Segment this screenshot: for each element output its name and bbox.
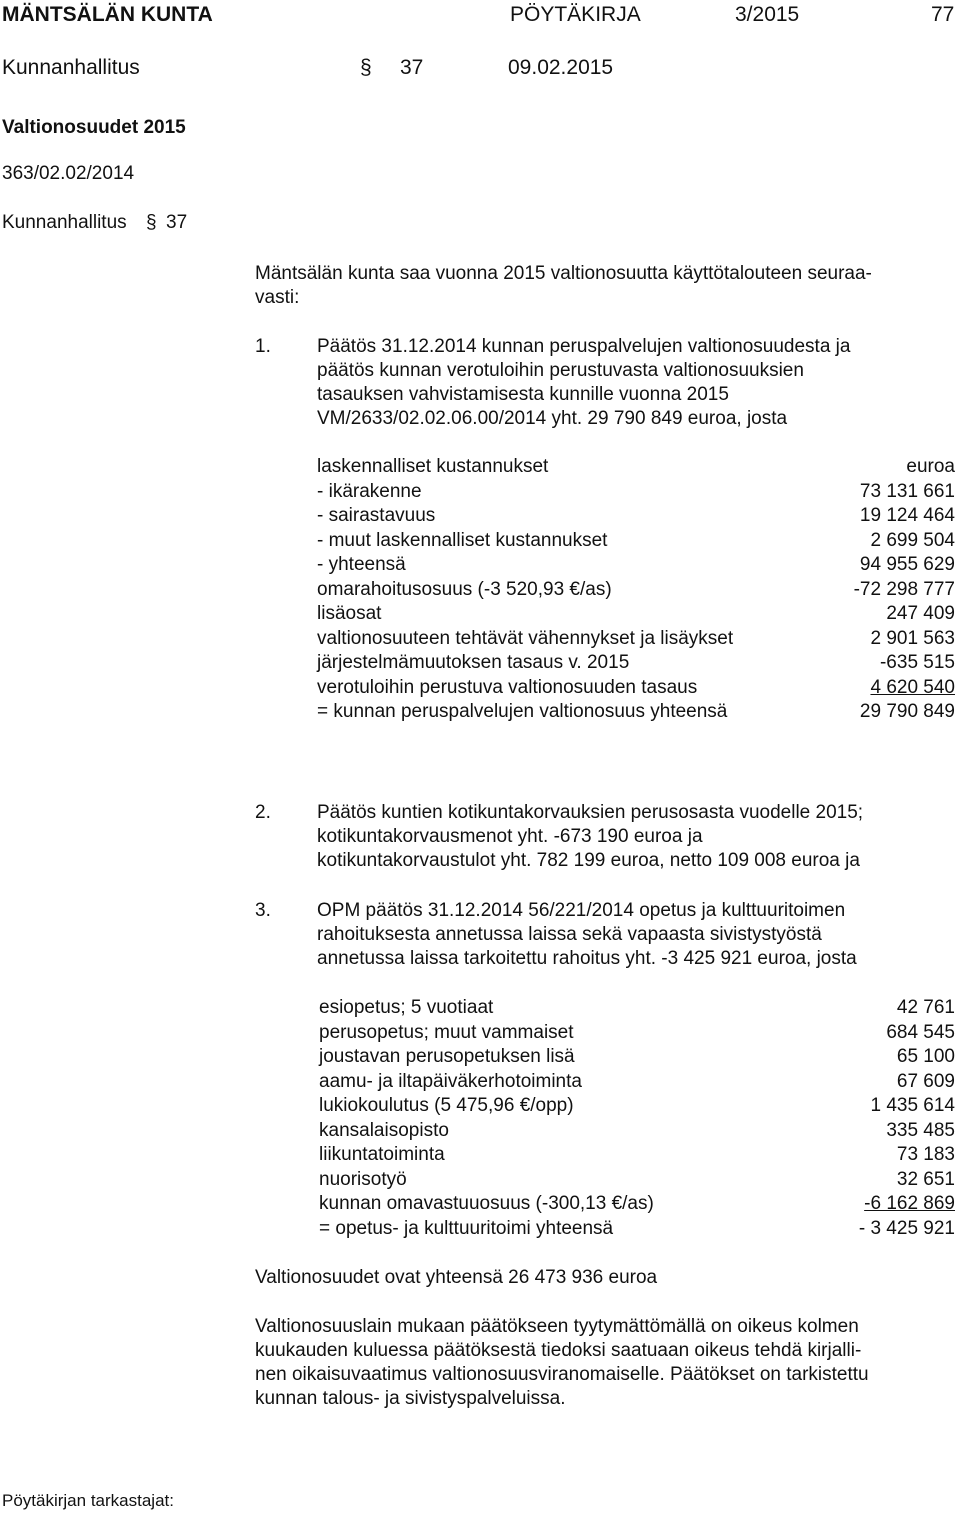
- row-value: 4 620 540: [870, 676, 955, 698]
- row-value: 32 651: [896, 1168, 955, 1190]
- appeal-line: Valtionosuuslain mukaan päätökseen tyytymättömällä on oikeus kolmen: [255, 1316, 859, 1337]
- page-number: 77: [931, 3, 955, 26]
- row-value: 19 124 464: [859, 505, 955, 526]
- row-label: - muut laskennalliset kustannukset: [317, 529, 608, 551]
- header-body: Kunnanhallitus: [2, 56, 140, 79]
- table-row: [317, 700, 955, 725]
- table-row: [319, 1045, 955, 1070]
- item-3-text: [317, 899, 937, 971]
- item-1-text: [317, 335, 937, 431]
- reference-number: 363/02.02/2014: [2, 163, 135, 184]
- row-label: - ikärakenne: [317, 480, 422, 502]
- row-label: omarahoitusosuus (-3 520,93 €/as): [317, 578, 612, 600]
- row-value: 684 545: [886, 1021, 955, 1043]
- row-label: - sairastavuus: [317, 505, 436, 526]
- row-value: 335 485: [886, 1119, 955, 1141]
- table-row: [319, 1143, 955, 1168]
- intro-line: vasti:: [255, 287, 300, 308]
- section-number: 37: [400, 56, 424, 79]
- row-value: 65 100: [896, 1046, 955, 1067]
- appeal-paragraph: [255, 1315, 955, 1411]
- table-row: [319, 1021, 955, 1046]
- table-row: [317, 529, 955, 554]
- peruspalvelut-table: [317, 455, 955, 725]
- row-value: - 3 425 921: [858, 1217, 955, 1239]
- appeal-line: nen oikaisuvaatimus valtionosuusviranomaiselle. Päätökset on tarkistettu: [255, 1364, 869, 1385]
- item-2-number: 2.: [255, 802, 271, 823]
- row-label: kunnan omavastuuosuus (-300,13 €/as): [319, 1193, 654, 1214]
- item-1-line: päätös kunnan verotuloihin perustuvasta valtionosuuksien: [317, 360, 804, 381]
- page-title: Valtionosuudet 2015: [2, 117, 186, 138]
- row-value: 94 955 629: [859, 554, 955, 575]
- row-label: liikuntatoiminta: [319, 1144, 445, 1165]
- table-row: [317, 553, 955, 578]
- opetus-kulttuuri-table: [319, 996, 955, 1241]
- row-value: 42 761: [896, 997, 955, 1018]
- item-2-line: Päätös kuntien kotikuntakorvauksien perusosasta vuodelle 2015;: [317, 802, 864, 823]
- row-label: lisäosat: [317, 603, 382, 624]
- table-row: [317, 504, 955, 529]
- document-number: 3/2015: [735, 3, 800, 26]
- section-mark: §: [360, 56, 372, 79]
- table-row: [317, 627, 955, 652]
- row-value: 73 131 661: [859, 480, 955, 502]
- row-label: = kunnan peruspalvelujen valtionosuus yhteensä: [317, 701, 728, 722]
- row-value: 67 609: [896, 1070, 955, 1092]
- row-label: perusopetus; muut vammaiset: [319, 1021, 574, 1043]
- total-statement: Valtionosuudet ovat yhteensä 26 473 936 euroa: [255, 1267, 658, 1288]
- row-label: aamu- ja iltapäiväkerhotoiminta: [319, 1070, 582, 1092]
- appeal-line: kunnan talous- ja sivistyspalveluissa.: [255, 1388, 566, 1409]
- row-label: = opetus- ja kulttuuritoimi yhteensä: [319, 1217, 614, 1239]
- row-value: 1 435 614: [870, 1095, 955, 1116]
- row-label: järjestelmämuutoksen tasaus v. 2015: [317, 652, 630, 673]
- item-3-number: 3.: [255, 900, 271, 921]
- table-row: [319, 1119, 955, 1144]
- row-value: 2 901 563: [870, 627, 955, 649]
- intro-line: Mäntsälän kunta saa vuonna 2015 valtionosuutta käyttötalouteen seuraa-: [255, 263, 872, 284]
- item-2-line: kotikuntakorvaustulot yht. 782 199 euroa, netto 109 008 euroa ja: [317, 850, 860, 871]
- table-row: [319, 1192, 955, 1217]
- intro-paragraph: [255, 262, 955, 310]
- item-2-text: [317, 801, 937, 873]
- item-1-line: tasauksen vahvistamisesta kunnille vuonna 2015: [317, 384, 729, 405]
- row-label: kansalaisopisto: [319, 1119, 449, 1141]
- meeting-date: 09.02.2015: [508, 56, 614, 79]
- table-row: [317, 480, 955, 505]
- table-row: [317, 602, 955, 627]
- previous-body: Kunnanhallitus: [2, 212, 127, 233]
- item-1-number: 1.: [255, 336, 271, 357]
- row-label: laskennalliset kustannukset: [317, 456, 549, 477]
- table-row: [319, 1217, 955, 1242]
- previous-section-mark: §: [146, 212, 157, 233]
- row-value: 2 699 504: [870, 529, 955, 551]
- row-value: 247 409: [886, 603, 955, 624]
- footer-inspectors: Pöytäkirjan tarkastajat:: [2, 1491, 174, 1510]
- table-row: [317, 578, 955, 603]
- row-label: valtionosuuteen tehtävät vähennykset ja lisäykset: [317, 627, 734, 649]
- row-label: lukiokoulutus (5 475,96 €/opp): [319, 1095, 574, 1116]
- item-3-line: OPM päätös 31.12.2014 56/221/2014 opetus ja kulttuuritoimen: [317, 900, 846, 921]
- table-row: [319, 1070, 955, 1095]
- row-value: -635 515: [879, 652, 955, 673]
- appeal-line: kuukauden kuluessa päätöksestä tiedoksi saatuaan oikeus tehdä kirjalli-: [255, 1340, 862, 1361]
- row-label: nuorisotyö: [319, 1168, 407, 1190]
- table-row: [319, 1168, 955, 1193]
- row-label: esiopetus; 5 vuotiaat: [319, 997, 494, 1018]
- table-row: [319, 996, 955, 1021]
- item-2-line: kotikuntakorvausmenot yht. -673 190 euroa ja: [317, 826, 703, 847]
- row-value: 73 183: [896, 1144, 955, 1165]
- item-1-line: VM/2633/02.02.06.00/2014 yht. 29 790 849 euroa, josta: [317, 408, 788, 429]
- document-type: PÖYTÄKIRJA: [510, 3, 641, 26]
- row-label: - yhteensä: [317, 554, 406, 575]
- item-3-line: annetussa laissa tarkoitettu rahoitus yht. -3 425 921 euroa, josta: [317, 948, 857, 969]
- table-row: [317, 455, 955, 480]
- row-value: -72 298 777: [853, 578, 955, 600]
- row-label: verotuloihin perustuva valtionosuuden tasaus: [317, 676, 698, 698]
- row-value: 29 790 849: [859, 701, 955, 722]
- item-1-line: Päätös 31.12.2014 kunnan peruspalvelujen valtionosuudesta ja: [317, 336, 851, 357]
- table-row: [319, 1094, 955, 1119]
- item-3-line: rahoituksesta annetussa laissa sekä vapaasta sivistystyöstä: [317, 924, 822, 945]
- row-value: euroa: [906, 456, 955, 477]
- table-row: [317, 676, 955, 701]
- row-label: joustavan perusopetuksen lisä: [319, 1046, 575, 1067]
- previous-section: 37: [166, 212, 188, 233]
- municipality-name: MÄNTSÄLÄN KUNTA: [2, 3, 213, 26]
- table-row: [317, 651, 955, 676]
- row-value: -6 162 869: [864, 1193, 955, 1214]
